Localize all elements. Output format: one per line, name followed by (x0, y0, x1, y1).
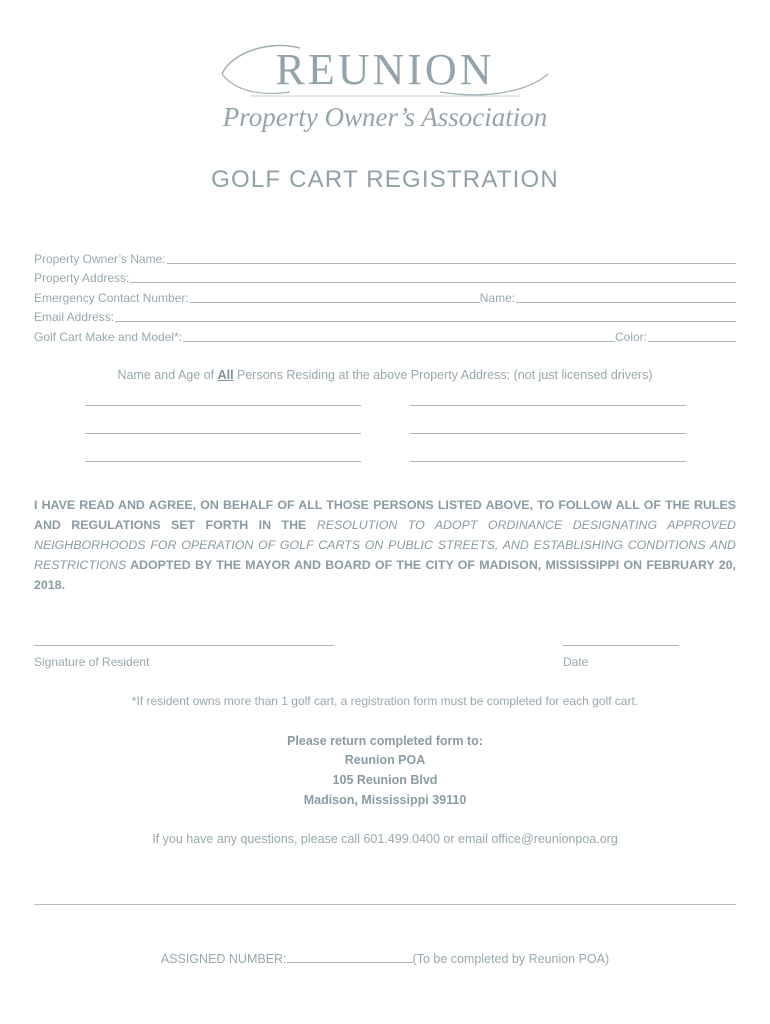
person-line[interactable] (85, 433, 361, 434)
assigned-number-row (0, 950, 770, 966)
return-heading: Please return completed form to: (287, 734, 483, 748)
person-line[interactable] (410, 433, 686, 434)
cart-color-line (648, 329, 736, 342)
agreement-part2: ADOPTED BY THE MAYOR AND BOARD OF THE CITY OF MADISON, MISSISSIPPI ON FEBRUARY 20, 2018. (34, 558, 736, 592)
return-street: 105 Reunion Blvd (332, 773, 438, 787)
owner-name-label: Property Owner’s Name: (34, 252, 166, 266)
email-line (115, 309, 736, 322)
signature-line[interactable] (34, 645, 334, 646)
agreement-part1: I HAVE READ AND AGREE, ON BEHALF OF ALL THOSE PERSONS LISTED ABOVE, TO FOLLOW ALL OF THE RULES AND REGULATIONS SET FORTH IN THE (34, 498, 736, 532)
agreement-resolution: RESOLUTION TO ADOPT ORDINANCE DESIGNATING APPROVED NEIGHBORHOODS FOR OPERATION OF GOLF CARTS ON PUBLIC STREETS, AND ESTABLISHING CONDITIONS AND RESTRICTIONS (34, 518, 736, 572)
signature-label: Signature of Resident (34, 655, 150, 669)
persons-label (0, 368, 770, 382)
reunion-logo (0, 30, 770, 140)
cart-make-field[interactable] (34, 327, 736, 344)
assigned-number-line (287, 950, 413, 963)
property-address-label: Property Address: (34, 271, 130, 285)
emergency-name-line (516, 290, 736, 303)
emergency-contact-line (190, 290, 480, 303)
cart-make-line (183, 329, 615, 342)
cart-make-label: Golf Cart Make and Model*: (34, 330, 183, 344)
emergency-contact-field[interactable] (34, 288, 736, 305)
owner-name-line (167, 251, 736, 264)
property-address-field[interactable] (34, 268, 736, 285)
return-city: Madison, Mississippi 39110 (303, 793, 467, 807)
logo-subtitle: Property Owner’s Association (222, 102, 548, 132)
return-org: Reunion POA (344, 753, 426, 767)
property-address-line (130, 270, 736, 283)
person-line[interactable] (85, 405, 361, 406)
assigned-number-note: (To be completed by Reunion POA) (412, 952, 610, 966)
person-line[interactable] (85, 461, 361, 462)
person-line[interactable] (410, 461, 686, 462)
persons-label-start: Name and Age of (117, 368, 218, 382)
owner-name-field[interactable] (34, 249, 736, 266)
assigned-number-label: ASSIGNED NUMBER: (160, 952, 287, 966)
emergency-name-label: Name: (479, 291, 516, 305)
footnote: *If resident owns more than 1 golf cart, a registration form must be completed for each golf cart. (131, 694, 639, 708)
persons-label-end: Persons Residing at the above Property Address: (not just licensed drivers) (233, 368, 653, 382)
logo-wordmark: REUNION (275, 45, 495, 94)
cart-color-label: Color: (614, 330, 647, 344)
date-label: Date (563, 655, 589, 669)
email-label: Email Address: (34, 310, 115, 324)
emergency-contact-label: Emergency Contact Number: (34, 291, 189, 305)
agreement-text (34, 495, 736, 595)
questions-text: If you have any questions, please call 601.499.0400 or email office@reunionpoa.org (152, 832, 618, 846)
email-field[interactable] (34, 307, 736, 324)
person-line[interactable] (410, 405, 686, 406)
date-line[interactable] (563, 645, 679, 646)
divider (34, 904, 736, 905)
persons-label-emphasis: All (217, 368, 234, 382)
page-title: GOLF CART REGISTRATION (211, 166, 559, 193)
